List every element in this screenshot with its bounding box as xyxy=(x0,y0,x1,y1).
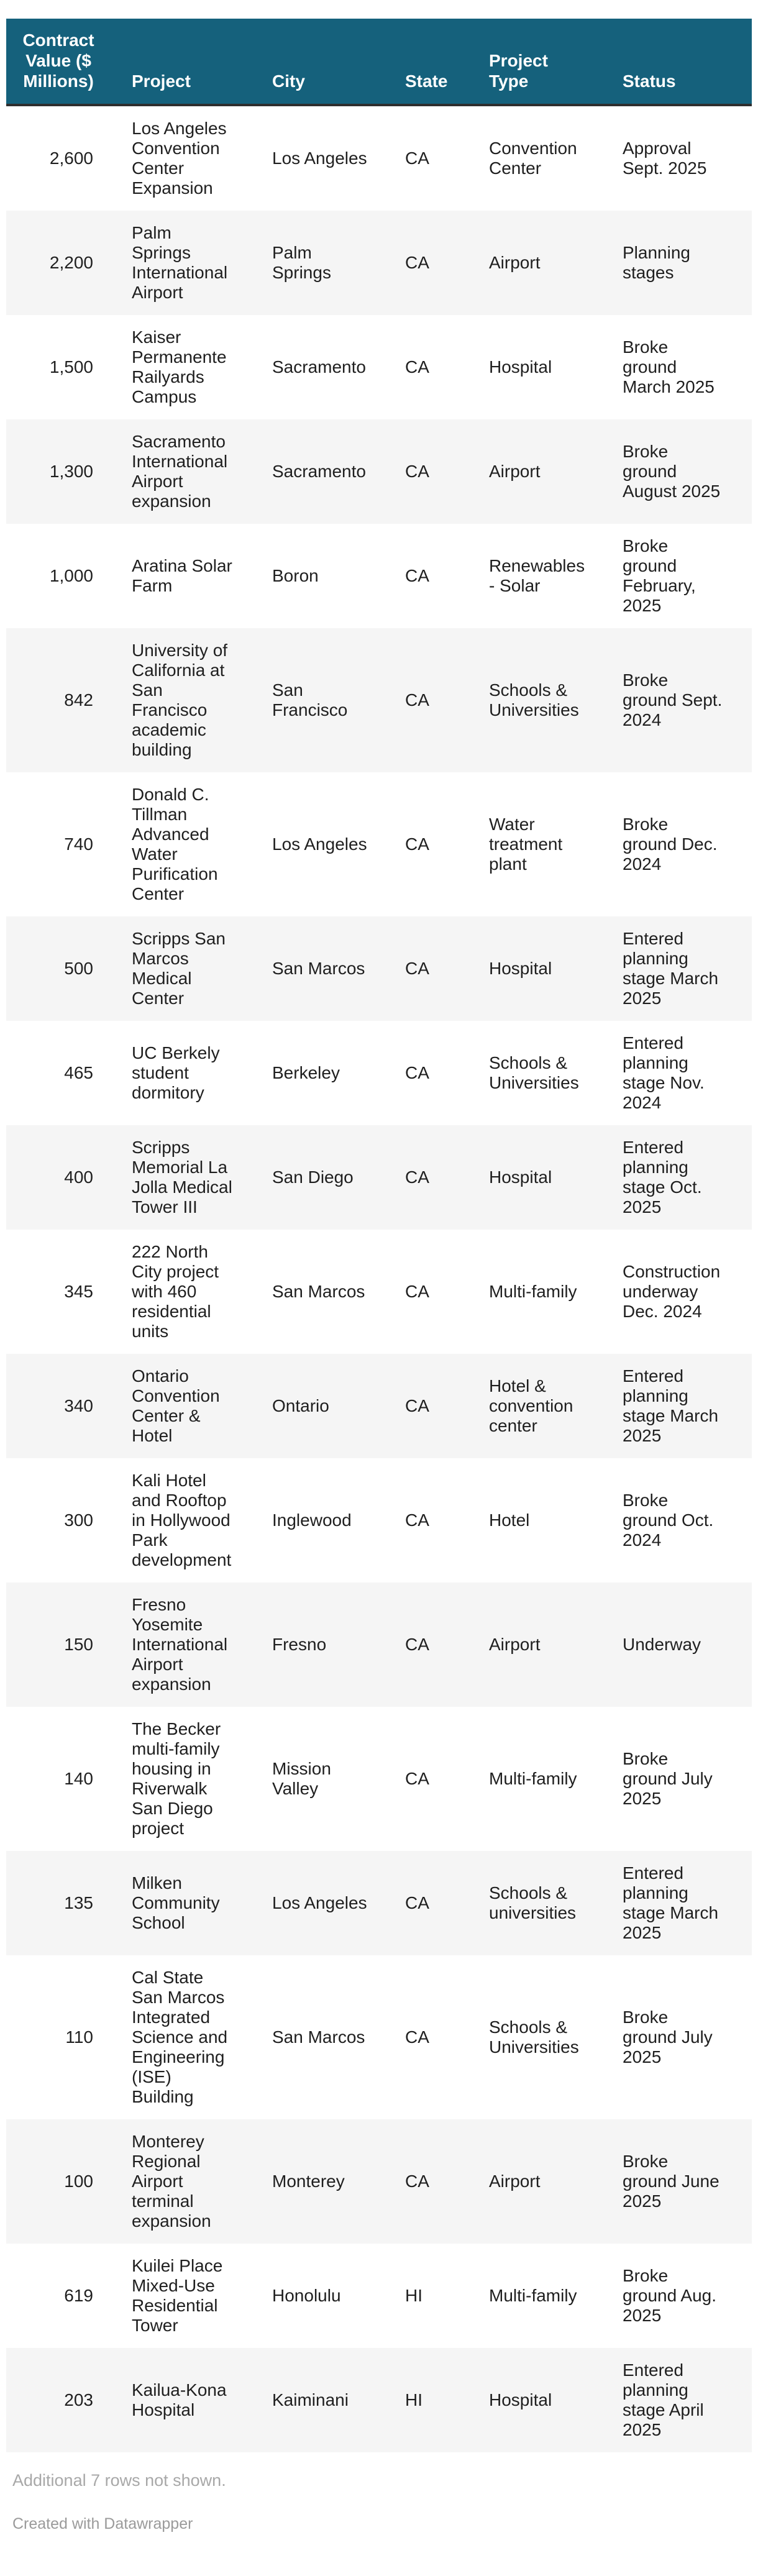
cell-status: Entered planning stage March 2025 xyxy=(623,929,719,1008)
cell-contract-value: 1,300 xyxy=(49,462,93,481)
cell-status: Broke ground June 2025 xyxy=(623,2152,719,2211)
header-contract-value: Contract Value ($ Millions) xyxy=(6,19,113,105)
cell-contract-value: 500 xyxy=(64,959,93,978)
table-row xyxy=(6,772,752,916)
table-row xyxy=(6,628,752,772)
cell-city: San Francisco xyxy=(272,680,348,719)
cell-contract-value: 100 xyxy=(64,2172,93,2191)
cell-city: Los Angeles xyxy=(272,148,367,168)
cell-project: Ontario Convention Center & Hotel xyxy=(132,1366,220,1445)
cell-project: Kuilei Place Mixed-Use Residential Tower xyxy=(132,2256,223,2335)
cell-status: Broke ground March 2025 xyxy=(623,337,715,396)
cell-contract-value: 110 xyxy=(65,2027,93,2047)
cell-project-type: Schools & universities xyxy=(489,1883,577,1922)
cell-status: Entered planning stage April 2025 xyxy=(623,2360,704,2439)
cell-project: Scripps San Marcos Medical Center xyxy=(132,929,226,1008)
cell-project-type: Multi-family xyxy=(489,1282,577,1301)
cell-city: Los Angeles xyxy=(272,1893,367,1912)
cell-project-type: Hospital xyxy=(489,2390,552,2409)
cell-city: San Marcos xyxy=(272,2027,365,2047)
table-row xyxy=(6,419,752,524)
cell-contract-value: 2,200 xyxy=(49,253,93,272)
table-row xyxy=(6,916,752,1021)
cell-city: Berkeley xyxy=(272,1063,340,1082)
cell-project-type: Water treatment plant xyxy=(489,815,563,874)
cell-status: Underway xyxy=(623,1635,701,1654)
cell-city: Monterey xyxy=(272,2172,345,2191)
table-row xyxy=(6,2348,752,2452)
cell-state: CA xyxy=(405,2027,429,2047)
cell-state: CA xyxy=(405,148,429,168)
cell-state: HI xyxy=(405,2390,422,2409)
header-status: Status xyxy=(604,19,752,105)
cell-state: CA xyxy=(405,1635,429,1654)
cell-state: CA xyxy=(405,357,429,377)
cell-project: Cal State San Marcos Integrated Science and Engineering (ISE) Building xyxy=(132,1968,228,2106)
cell-city: Palm Springs xyxy=(272,243,331,282)
rows-not-shown-note: Additional 7 rows not shown. xyxy=(12,2471,226,2490)
header-project: Project xyxy=(113,19,253,105)
cell-status: Broke ground February, 2025 xyxy=(623,536,696,615)
cell-project-type: Multi-family xyxy=(489,2286,577,2305)
cell-contract-value: 1,000 xyxy=(49,566,93,585)
cell-status: Construction underway Dec. 2024 xyxy=(623,1262,721,1321)
table-row xyxy=(6,2244,752,2348)
table-row xyxy=(6,1955,752,2119)
cell-contract-value: 340 xyxy=(64,1396,93,1415)
cell-contract-value: 465 xyxy=(64,1063,93,1082)
cell-project: Kaiser Permanente Railyards Campus xyxy=(132,327,227,406)
cell-city: Sacramento xyxy=(272,357,366,377)
cell-project: UC Berkely student dormitory xyxy=(132,1043,220,1102)
cell-project-type: Hotel xyxy=(489,1510,530,1530)
cell-state: CA xyxy=(405,462,429,481)
table-body xyxy=(6,105,752,2452)
cell-city: Los Angeles xyxy=(272,834,367,854)
cell-project: Palm Springs International Airport xyxy=(132,223,228,302)
cell-project: The Becker multi-family housing in Riverwalk San Diego project xyxy=(132,1719,221,1838)
cell-city: Inglewood xyxy=(272,1510,352,1530)
cell-city: Kaiminani xyxy=(272,2390,349,2409)
cell-project: Kali Hotel and Rooftop in Hollywood Park development xyxy=(132,1471,232,1569)
cell-project-type: Schools & Universities xyxy=(489,1053,579,1092)
cell-state: CA xyxy=(405,2172,429,2191)
cell-status: Entered planning stage March 2025 xyxy=(623,1863,719,1942)
cell-state: CA xyxy=(405,690,429,710)
cell-contract-value: 842 xyxy=(64,690,93,710)
cell-project-type: Airport xyxy=(489,1635,541,1654)
cell-project: Kailua-Kona Hospital xyxy=(132,2380,227,2419)
cell-contract-value: 135 xyxy=(64,1893,93,1912)
cell-project: Milken Community School xyxy=(132,1873,220,1932)
cell-state: CA xyxy=(405,959,429,978)
cell-project-type: Convention Center xyxy=(489,139,577,178)
cell-project-type: Hospital xyxy=(489,357,552,377)
cell-status: Entered planning stage March 2025 xyxy=(623,1366,719,1445)
cell-contract-value: 345 xyxy=(64,1282,93,1301)
cell-status: Broke ground Sept. 2024 xyxy=(623,670,723,729)
cell-status: Broke ground July 2025 xyxy=(623,2007,713,2067)
cell-project-type: Airport xyxy=(489,462,541,481)
cell-contract-value: 140 xyxy=(64,1769,93,1788)
cell-city: San Marcos xyxy=(272,1282,365,1301)
cell-state: CA xyxy=(405,1510,429,1530)
cell-project: Sacramento International Airport expansion xyxy=(132,432,228,511)
cell-status: Approval Sept. 2025 xyxy=(623,139,707,178)
cell-project: Aratina Solar Farm xyxy=(132,556,232,595)
cell-project-type: Schools & Universities xyxy=(489,680,579,719)
cell-project-type: Schools & Universities xyxy=(489,2017,579,2057)
cell-project: Donald C. Tillman Advanced Water Purification Center xyxy=(132,785,218,903)
header-state: State xyxy=(386,19,470,105)
cell-contract-value: 150 xyxy=(64,1635,93,1654)
table-row xyxy=(6,315,752,419)
cell-contract-value: 203 xyxy=(64,2390,93,2409)
cell-city: Boron xyxy=(272,566,319,585)
cell-state: CA xyxy=(405,253,429,272)
projects-table xyxy=(6,19,752,2452)
table-row xyxy=(6,1125,752,1230)
cell-project-type: Hospital xyxy=(489,959,552,978)
table-row xyxy=(6,105,752,211)
datawrapper-credit-link[interactable]: Created with Datawrapper xyxy=(12,2515,193,2533)
cell-project: Monterey Regional Airport terminal expansion xyxy=(132,2132,211,2231)
cell-city: Mission Valley xyxy=(272,1759,331,1798)
header-project-type: Project Type xyxy=(470,19,604,105)
cell-contract-value: 300 xyxy=(64,1510,93,1530)
cell-status: Entered planning stage Oct. 2025 xyxy=(623,1138,702,1217)
cell-project: Fresno Yosemite International Airport expansion xyxy=(132,1595,228,1694)
cell-status: Broke ground July 2025 xyxy=(623,1749,713,1808)
table-row xyxy=(6,1458,752,1583)
table-row xyxy=(6,1707,752,1851)
cell-city: Honolulu xyxy=(272,2286,341,2305)
header-row xyxy=(6,19,752,105)
table-row xyxy=(6,1583,752,1707)
cell-status: Broke ground Oct. 2024 xyxy=(623,1491,714,1550)
cell-contract-value: 740 xyxy=(64,834,93,854)
table-header xyxy=(6,19,752,105)
table-row xyxy=(6,1354,752,1458)
cell-project: University of California at San Francisco academic building xyxy=(132,641,228,759)
cell-status: Broke ground Aug. 2025 xyxy=(623,2266,717,2325)
cell-project-type: Hospital xyxy=(489,1167,552,1187)
cell-city: San Marcos xyxy=(272,959,365,978)
cell-status: Broke ground Dec. 2024 xyxy=(623,815,718,874)
cell-contract-value: 1,500 xyxy=(49,357,93,377)
table-row xyxy=(6,524,752,628)
cell-contract-value: 400 xyxy=(64,1167,93,1187)
cell-project: Los Angeles Convention Center Expansion xyxy=(132,119,227,198)
cell-project-type: Airport xyxy=(489,2172,541,2191)
cell-state: CA xyxy=(405,1282,429,1301)
cell-state: CA xyxy=(405,1063,429,1082)
table-row xyxy=(6,1021,752,1125)
cell-project-type: Renewables - Solar xyxy=(489,556,585,595)
cell-status: Planning stages xyxy=(623,243,690,282)
cell-contract-value: 619 xyxy=(64,2286,93,2305)
cell-project-type: Multi-family xyxy=(489,1769,577,1788)
cell-state: HI xyxy=(405,2286,422,2305)
cell-city: San Diego xyxy=(272,1167,354,1187)
cell-state: CA xyxy=(405,1893,429,1912)
cell-state: CA xyxy=(405,1769,429,1788)
cell-project-type: Airport xyxy=(489,253,541,272)
cell-contract-value: 2,600 xyxy=(49,148,93,168)
header-city: City xyxy=(253,19,386,105)
cell-status: Entered planning stage Nov. 2024 xyxy=(623,1033,705,1112)
cell-city: Fresno xyxy=(272,1635,327,1654)
table-row xyxy=(6,211,752,315)
cell-city: Sacramento xyxy=(272,462,366,481)
cell-project-type: Hotel & convention center xyxy=(489,1376,573,1435)
cell-city: Ontario xyxy=(272,1396,329,1415)
cell-project: 222 North City project with 460 residential units xyxy=(132,1242,219,1341)
cell-status: Broke ground August 2025 xyxy=(623,442,721,501)
table-row xyxy=(6,1851,752,1955)
table-row xyxy=(6,2119,752,2244)
cell-state: CA xyxy=(405,834,429,854)
cell-state: CA xyxy=(405,1396,429,1415)
cell-state: CA xyxy=(405,1167,429,1187)
cell-project: Scripps Memorial La Jolla Medical Tower III xyxy=(132,1138,232,1217)
table-row xyxy=(6,1230,752,1354)
cell-state: CA xyxy=(405,566,429,585)
